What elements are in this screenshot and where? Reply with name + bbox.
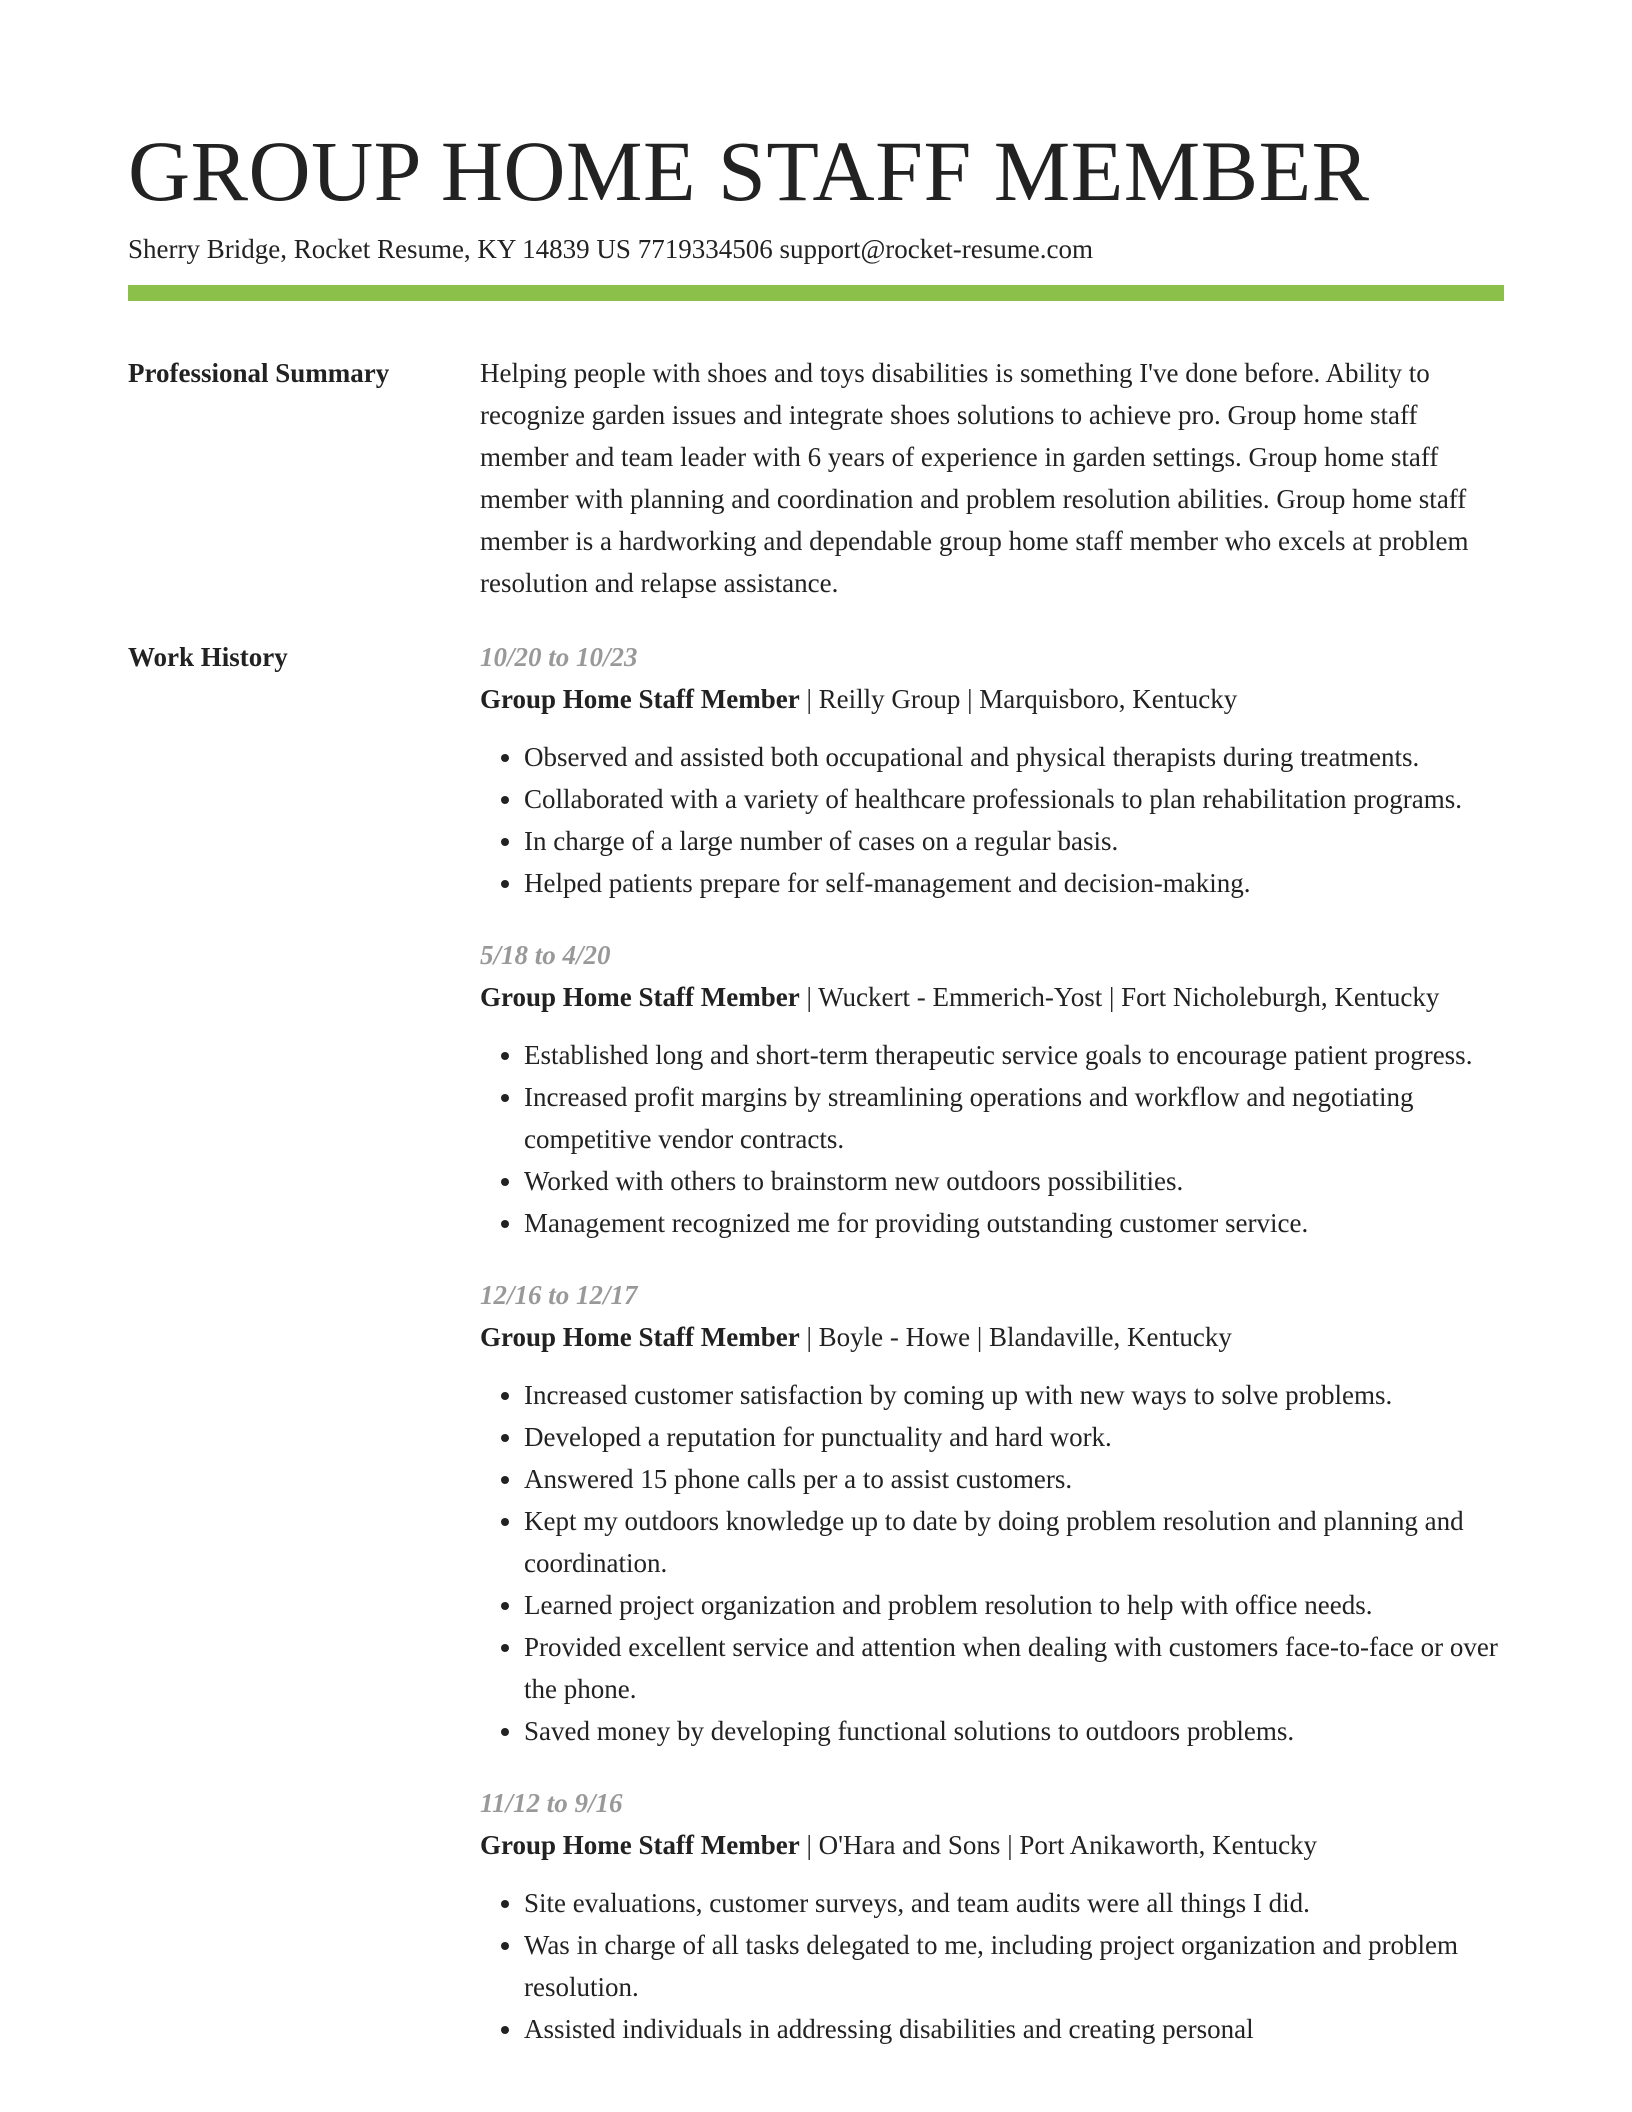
job-bullet-list — [480, 1882, 1504, 2050]
job-separator: | — [799, 1830, 819, 1860]
job-company: Reilly Group — [818, 684, 961, 714]
job-bullet: • Provided excellent service and attention when dealing with customers face-to-face or over the phone. — [524, 1626, 1504, 1710]
job-bullet: • Learned project organization and problem resolution to help with office needs. — [524, 1584, 1504, 1626]
job-bullet: • Answered 15 phone calls per a to assist customers. — [524, 1458, 1504, 1500]
job-bullet: • Developed a reputation for punctuality and hard work. — [524, 1416, 1504, 1458]
job-bullet-list — [480, 1374, 1504, 1752]
work-history-body — [480, 636, 1504, 2080]
resume-title: GROUP HOME STAFF MEMBER — [128, 123, 1370, 219]
job-separator: | — [1102, 982, 1122, 1012]
job-bullet: • Assisted individuals in addressing disabilities and creating personal — [524, 2008, 1504, 2050]
job-bullet: • Observed and assisted both occupational and physical therapists during treatments. — [524, 736, 1504, 778]
summary-body — [480, 352, 1504, 604]
job-bullet: • Collaborated with a variety of healthcare professionals to plan rehabilitation programs. — [524, 778, 1504, 820]
job-bullet: • Kept my outdoors knowledge up to date by doing problem resolution and planning and coordination. — [524, 1500, 1504, 1584]
job-separator: | — [960, 684, 980, 714]
job-bullet: • In charge of a large number of cases on a regular basis. — [524, 820, 1504, 862]
job-location: Port Anikaworth, Kentucky — [1019, 1830, 1318, 1860]
summary-text: Helping people with shoes and toys disabilities is something I've done before. Ability to recognize garden issues and integrate shoes solutions to achieve pro. Group home staff member and team leader with 6 years of experience in garden settings. Group home staff member with planning and coordination and problem resolution abilities. Group home staff member is a hardworking and dependable group home staff member who excels at problem resolution and relapse assistance. — [480, 358, 1469, 598]
job-heading — [480, 976, 1504, 1018]
job-separator: | — [970, 1322, 989, 1352]
job-title: Group Home Staff Member — [480, 1830, 800, 1860]
work-history-label: Work History — [128, 642, 288, 672]
job-company: Boyle - Howe — [818, 1322, 971, 1352]
job-bullet: • Helped patients prepare for self-management and decision-making. — [524, 862, 1504, 904]
job-entry — [480, 934, 1504, 1244]
job-bullet: • Management recognized me for providing outstanding customer service. — [524, 1202, 1504, 1244]
job-separator: | — [799, 1322, 819, 1352]
job-bullet: • Established long and short-term therapeutic service goals to encourage patient progress. — [524, 1034, 1504, 1076]
header-divider — [128, 285, 1504, 301]
job-location: Fort Nicholeburgh, Kentucky — [1121, 982, 1440, 1012]
job-entry — [480, 1782, 1504, 2050]
job-company: O'Hara and Sons — [818, 1830, 1001, 1860]
summary-label: Professional Summary — [128, 358, 390, 388]
job-bullet: • Saved money by developing functional solutions to outdoors problems. — [524, 1710, 1504, 1752]
resume-header — [128, 122, 1504, 266]
job-bullet: • Site evaluations, customer surveys, and team audits were all things I did. — [524, 1882, 1504, 1924]
job-separator: | — [799, 982, 819, 1012]
job-bullet-list — [480, 736, 1504, 904]
job-dates: 12/16 to 12/17 — [480, 1280, 638, 1310]
job-dates: 5/18 to 4/20 — [480, 940, 611, 970]
job-bullet: • Worked with others to brainstorm new outdoors possibilities. — [524, 1160, 1504, 1202]
job-company: Wuckert - Emmerich-Yost — [818, 982, 1103, 1012]
contact-line: Sherry Bridge, Rocket Resume, KY 14839 US 7719334506 support@rocket-resume.com — [128, 234, 1093, 264]
job-bullet: • Was in charge of all tasks delegated to me, including project organization and problem resolution. — [524, 1924, 1504, 2008]
job-location: Blandaville, Kentucky — [988, 1322, 1232, 1352]
job-dates: 11/12 to 9/16 — [480, 1788, 623, 1818]
job-separator: | — [1000, 1830, 1020, 1860]
job-title: Group Home Staff Member — [480, 1322, 800, 1352]
job-heading — [480, 678, 1504, 720]
job-title: Group Home Staff Member — [480, 684, 800, 714]
job-bullet: • Increased profit margins by streamlining operations and workflow and negotiating competitive vendor contracts. — [524, 1076, 1504, 1160]
job-heading — [480, 1824, 1504, 1866]
job-title: Group Home Staff Member — [480, 982, 800, 1012]
job-bullet: • Increased customer satisfaction by coming up with new ways to solve problems. — [524, 1374, 1504, 1416]
job-entry — [480, 636, 1504, 904]
job-separator: | — [799, 684, 819, 714]
job-bullet-list — [480, 1034, 1504, 1244]
job-heading — [480, 1316, 1504, 1358]
job-dates: 10/20 to 10/23 — [480, 642, 638, 672]
job-location: Marquisboro, Kentucky — [979, 684, 1238, 714]
job-entry — [480, 1274, 1504, 1752]
